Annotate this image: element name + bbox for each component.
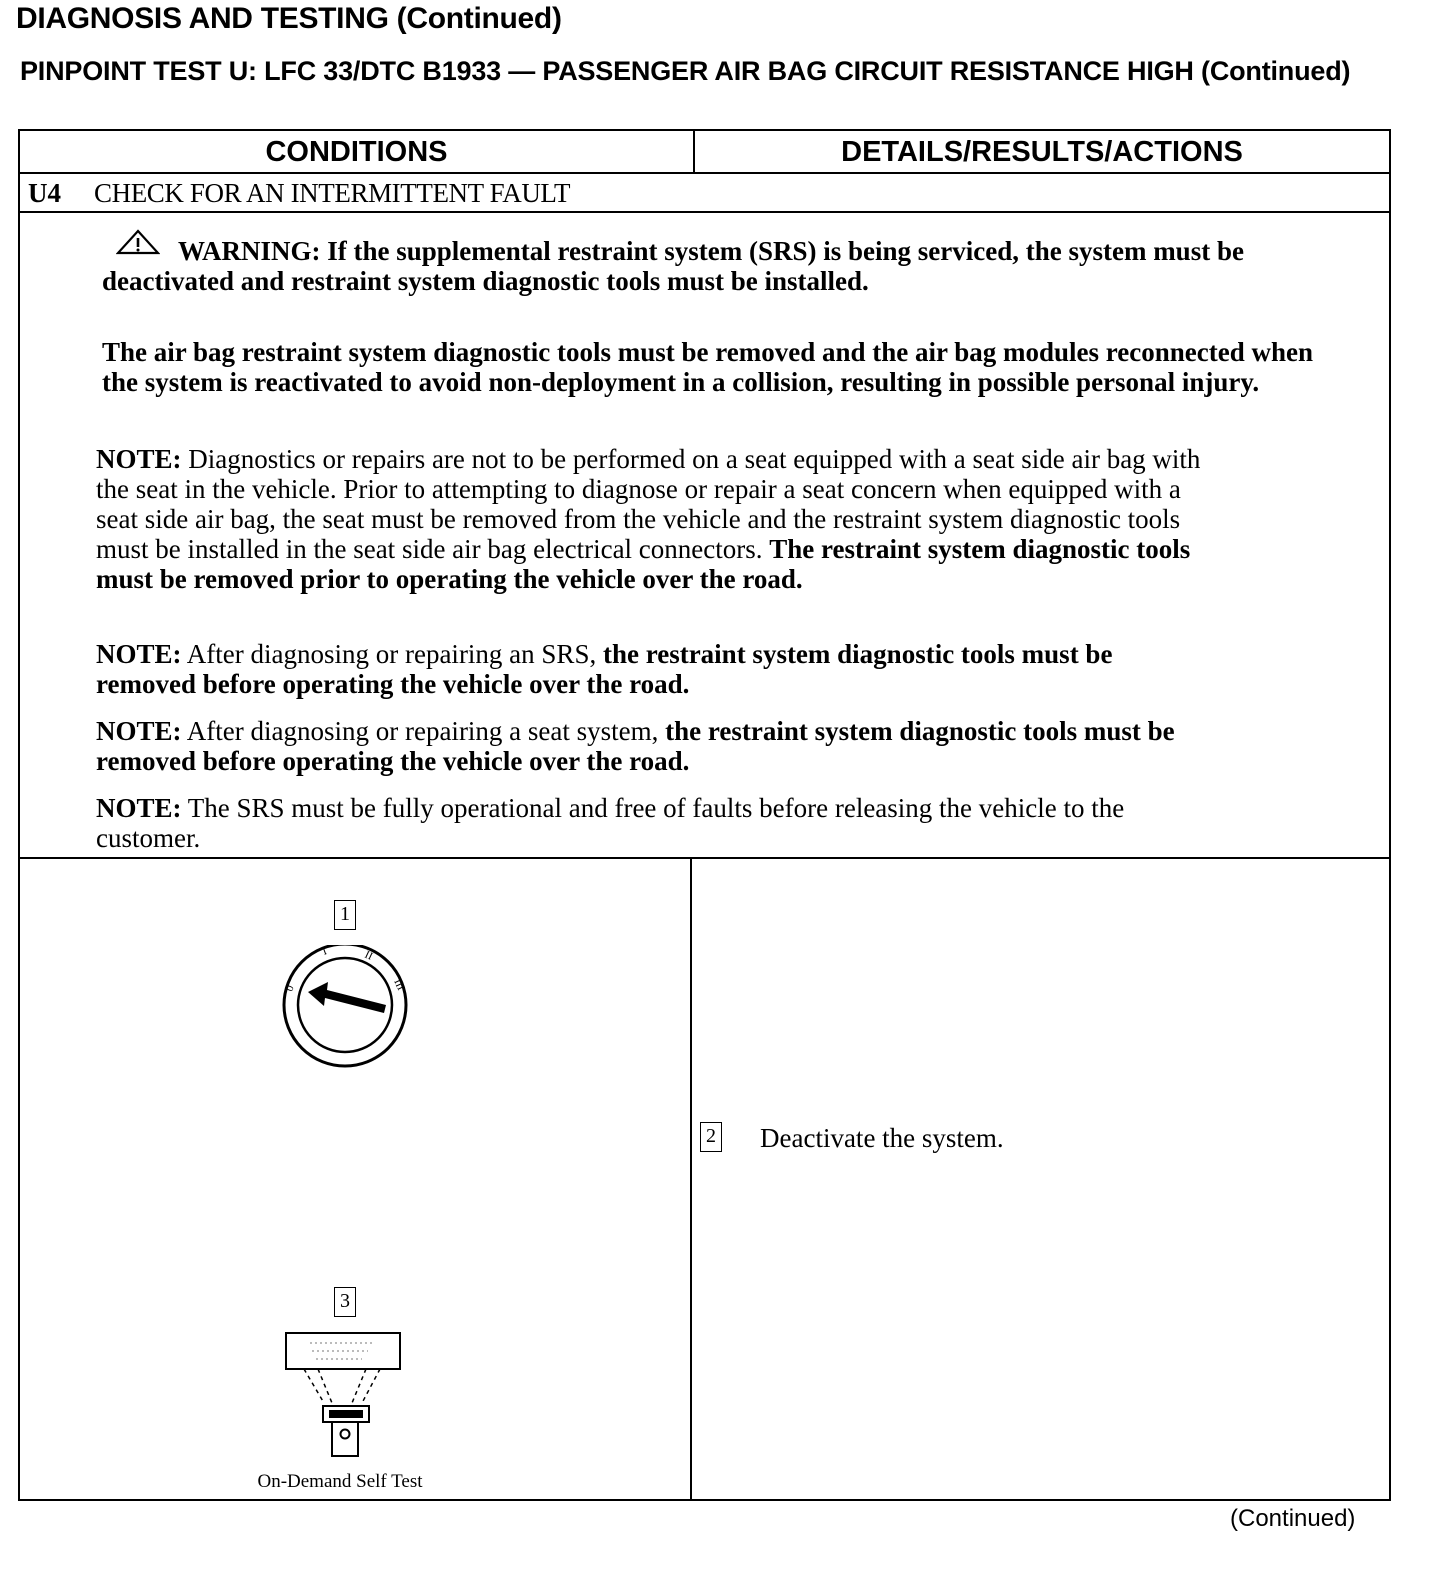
figure-caption: On-Demand Self Test (257, 1471, 423, 1492)
note-label: NOTE: (96, 444, 182, 474)
diagnosis-table (18, 129, 1391, 1501)
step-divider (20, 211, 1389, 213)
ignition-label-0: 0 (283, 983, 297, 994)
note-emphasis: the restraint system diagnostic tools must be removed before operating the vehicle over the road. (96, 639, 1113, 699)
note-label: NOTE: (96, 793, 182, 823)
note-text: The SRS must be fully operational and free of faults before releasing the vehicle to the customer. (96, 793, 1125, 853)
step-title: CHECK FOR AN INTERMITTENT FAULT (94, 178, 571, 208)
note-label: NOTE: (96, 716, 182, 746)
callout-2: 2 (700, 1122, 722, 1152)
column-divider (690, 858, 692, 1499)
callout-3: 3 (334, 1287, 356, 1317)
scan-tool-icon (282, 1331, 406, 1461)
note-text: After diagnosing or repairing a seat system, (181, 716, 666, 746)
ignition-label-2: II (362, 948, 375, 963)
continued-footer: (Continued) (1230, 1505, 1356, 1532)
warning-text-continued: The air bag restraint system diagnostic tools must be removed and the air bag modules reconnected when the system is reactivated to avoid non-deployment in a collision, resulting in possible personal injury. (102, 337, 1313, 397)
section-title: DIAGNOSIS AND TESTING (Continued) (16, 2, 562, 35)
note-emphasis: The restraint system diagnostic tools must be removed prior to operating the vehicle over the road. (96, 534, 1191, 594)
note-after-srs-repair (96, 639, 1206, 699)
column-header-details: DETAILS/RESULTS/ACTIONS (841, 136, 1243, 168)
ignition-switch-icon (280, 945, 410, 1069)
ignition-label-3: III (391, 977, 407, 993)
note-after-seat-repair (96, 716, 1206, 776)
callout-1: 1 (334, 900, 356, 930)
column-header-conditions: CONDITIONS (20, 131, 695, 173)
pinpoint-test-title: PINPOINT TEST U: LFC 33/DTC B1933 — PASSENGER AIR BAG CIRCUIT RESISTANCE HIGH (Continued) (20, 56, 1351, 86)
note-label: NOTE: (96, 639, 182, 669)
ignition-label-1: I (320, 945, 329, 958)
note-srs-operational (96, 793, 1206, 853)
step-row (20, 174, 1389, 212)
note-emphasis: the restraint system diagnostic tools must be removed before operating the vehicle over the road. (96, 716, 1175, 776)
warning-text: WARNING: If the supplemental restraint system (SRS) is being serviced, the system must be deactivated and restraint system diagnostic tools must be installed. (102, 236, 1244, 296)
detail-action-text: Deactivate the system. (760, 1123, 1004, 1153)
note-text: Diagnostics or repairs are not to be performed on a seat equipped with a seat side air bag with the seat in the vehicle. Prior to attempting to diagnose or repair a seat concern when equipped with a seat side air bag, the seat must be removed from the vehicle and the restraint system diagnostic tools must be installed in the seat side air bag electrical connectors. (96, 444, 1201, 564)
notes-divider (20, 857, 1389, 859)
step-id: U4 (28, 178, 61, 208)
note-text: After diagnosing or repairing an SRS, (181, 639, 603, 669)
note-seat-side-airbag (96, 444, 1206, 594)
